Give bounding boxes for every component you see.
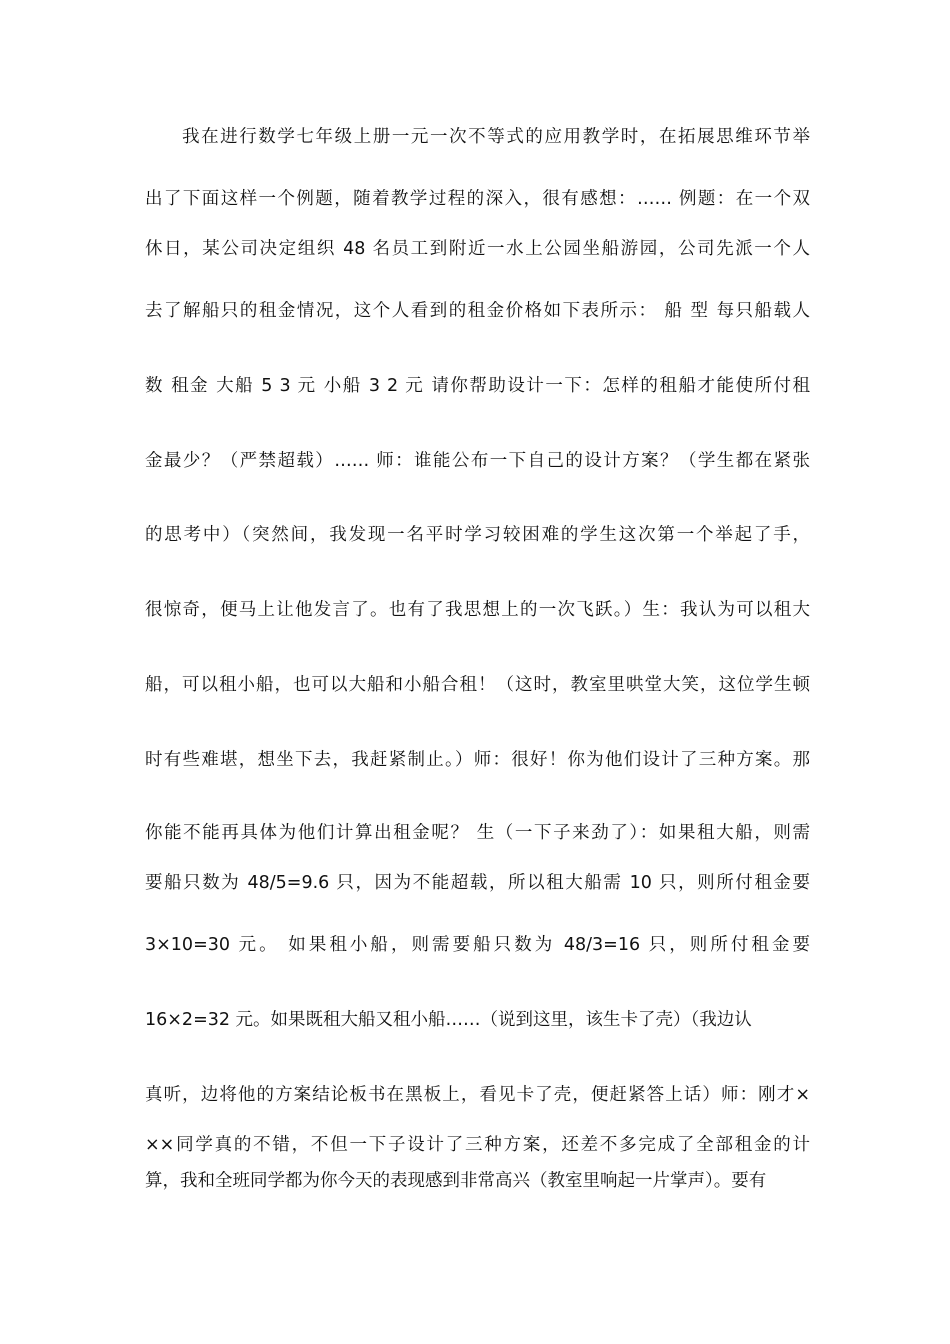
paragraph-line-6: 金最少？（严禁超载）…… 师：谁能公布一下自己的设计方案？（学生都在紧张 <box>145 451 810 471</box>
paragraph-line-9: 船，可以租小船，也可以大船和小船合租！（这时，教室里哄堂大笑，这位学生顿 <box>145 675 810 695</box>
paragraph-line-7: 的思考中）（突然间，我发现一名平时学习较困难的学生这次第一个举起了手， <box>145 525 810 545</box>
paragraph-line-2: 出了下面这样一个例题，随着教学过程的深入，很有感想：…… 例题：在一个双 <box>145 189 810 209</box>
paragraph-line-8: 很惊奇，便马上让他发言了。也有了我思想上的一次飞跃。）生：我认为可以租大 <box>145 600 810 620</box>
paragraph-line-3: 休日，某公司决定组织 48 名员工到附近一水上公园坐船游园，公司先派一个人 <box>145 239 810 259</box>
paragraph-line-5: 数 租金 大船 5 3 元 小船 3 2 元 请你帮助设计一下：怎样的租船才能使所付租 <box>145 376 810 396</box>
paragraph-line-16: ××同学真的不错，不但一下子设计了三种方案，还差不多完成了全部租金的计 <box>145 1135 810 1155</box>
paragraph-line-15: 真听，边将他的方案结论板书在黑板上，看见卡了壳，便赶紧答上话）师：刚才× <box>145 1085 810 1105</box>
paragraph-line-13: 3×10=30 元。 如果租小船，则需要船只数为 48/3=16 只，则所付租金要 <box>145 935 810 955</box>
paragraph-line-14: 16×2=32 元。如果既租大船又租小船……（说到这里，该生卡了壳）（我边认 <box>145 1010 752 1030</box>
paragraph-line-12: 要船只数为 48/5=9.6 只，因为不能超载，所以租大船需 10 只，则所付租金要 <box>145 873 810 893</box>
paragraph-line-4: 去了解船只的租金情况，这个人看到的租金价格如下表所示： 船 型 每只船载人 <box>145 301 810 321</box>
paragraph-line-17: 算，我和全班同学都为你今天的表现感到非常高兴（教室里响起一片掌声）。要有 <box>145 1171 767 1191</box>
paragraph-line-11: 你能不能再具体为他们计算出租金呢？ 生（一下子来劲了）：如果租大船，则需 <box>145 823 810 843</box>
paragraph-line-1: 我在进行数学七年级上册一元一次不等式的应用教学时，在拓展思维环节举 <box>182 127 810 147</box>
paragraph-line-10: 时有些难堪，想坐下去，我赶紧制止。）师：很好！你为他们设计了三种方案。那 <box>145 750 810 770</box>
